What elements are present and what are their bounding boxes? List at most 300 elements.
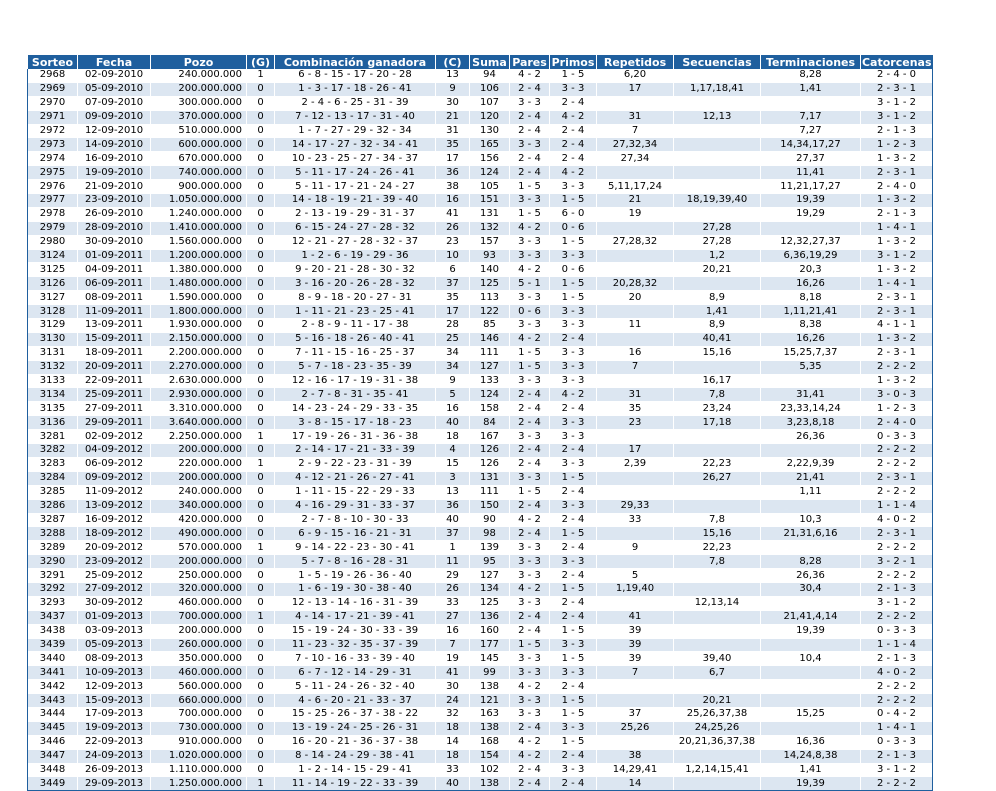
cell-secuencias[interactable]	[674, 360, 761, 374]
cell-pares[interactable]: 2 - 4	[510, 499, 550, 513]
cell-primos[interactable]: 6 - 0	[550, 207, 597, 221]
cell-repetidos[interactable]: 27,28,32	[597, 235, 674, 249]
cell-pares[interactable]: 0 - 6	[510, 305, 550, 319]
table-row[interactable]	[28, 541, 933, 555]
cell-pozo[interactable]: 240.000.000	[151, 485, 247, 499]
cell-catorcenas[interactable]: 3 - 2 - 1	[861, 555, 933, 569]
cell-g[interactable]: 1	[247, 457, 275, 471]
cell-pozo[interactable]: 510.000.000	[151, 124, 247, 138]
cell-primos[interactable]: 4 - 2	[550, 388, 597, 402]
cell-repetidos[interactable]: 14	[597, 777, 674, 791]
cell-pozo[interactable]: 2.150.000.000	[151, 332, 247, 346]
cell-pares[interactable]: 5 - 1	[510, 277, 550, 291]
cell-g[interactable]: 0	[247, 96, 275, 110]
cell-catorcenas[interactable]: 2 - 2 - 2	[861, 610, 933, 624]
cell-primos[interactable]: 1 - 5	[550, 471, 597, 485]
cell-primos[interactable]: 2 - 4	[550, 332, 597, 346]
cell-c[interactable]: 6	[436, 263, 470, 277]
cell-combinacion[interactable]: 5 - 16 - 18 - 26 - 40 - 41	[275, 332, 436, 346]
cell-g[interactable]: 0	[247, 402, 275, 416]
cell-fecha[interactable]: 21-09-2010	[78, 180, 151, 194]
cell-suma[interactable]: 130	[470, 124, 510, 138]
cell-fecha[interactable]: 12-09-2010	[78, 124, 151, 138]
cell-suma[interactable]: 138	[470, 721, 510, 735]
cell-combinacion[interactable]: 1 - 2 - 6 - 19 - 29 - 36	[275, 249, 436, 263]
column-header-combinacion[interactable]: Combinación ganadora	[275, 55, 436, 69]
cell-combinacion[interactable]: 2 - 7 - 8 - 31 - 35 - 41	[275, 388, 436, 402]
cell-g[interactable]: 0	[247, 152, 275, 166]
cell-catorcenas[interactable]: 1 - 3 - 2	[861, 374, 933, 388]
cell-pozo[interactable]: 460.000.000	[151, 666, 247, 680]
cell-repetidos[interactable]: 38	[597, 749, 674, 763]
cell-pares[interactable]: 4 - 2	[510, 735, 550, 749]
cell-pozo[interactable]: 3.310.000.000	[151, 402, 247, 416]
cell-g[interactable]: 0	[247, 735, 275, 749]
cell-combinacion[interactable]: 11 - 23 - 32 - 35 - 37 - 39	[275, 638, 436, 652]
cell-g[interactable]: 1	[247, 541, 275, 555]
cell-repetidos[interactable]	[597, 471, 674, 485]
table-row[interactable]	[28, 221, 933, 235]
cell-c[interactable]: 36	[436, 166, 470, 180]
cell-sorteo[interactable]: 3126	[28, 277, 78, 291]
cell-fecha[interactable]: 30-09-2012	[78, 596, 151, 610]
cell-pares[interactable]: 2 - 4	[510, 777, 550, 791]
cell-combinacion[interactable]: 6 - 15 - 24 - 27 - 28 - 32	[275, 221, 436, 235]
cell-terminaciones[interactable]: 19,39	[761, 194, 861, 208]
column-header-sorteo[interactable]: Sorteo	[28, 55, 78, 69]
cell-g[interactable]: 0	[247, 360, 275, 374]
cell-pozo[interactable]: 200.000.000	[151, 555, 247, 569]
cell-g[interactable]: 1	[247, 430, 275, 444]
table-row[interactable]	[28, 235, 933, 249]
cell-primos[interactable]: 1 - 5	[550, 694, 597, 708]
cell-c[interactable]: 36	[436, 499, 470, 513]
cell-pares[interactable]: 4 - 2	[510, 513, 550, 527]
cell-pares[interactable]: 2 - 4	[510, 527, 550, 541]
cell-primos[interactable]: 2 - 4	[550, 569, 597, 583]
cell-primos[interactable]: 2 - 4	[550, 96, 597, 110]
cell-c[interactable]: 37	[436, 527, 470, 541]
table-row[interactable]	[28, 471, 933, 485]
cell-pares[interactable]: 3 - 3	[510, 569, 550, 583]
cell-pares[interactable]: 3 - 3	[510, 666, 550, 680]
cell-suma[interactable]: 151	[470, 194, 510, 208]
cell-suma[interactable]: 177	[470, 638, 510, 652]
cell-terminaciones[interactable]: 8,18	[761, 291, 861, 305]
cell-combinacion[interactable]: 4 - 6 - 20 - 21 - 33 - 37	[275, 694, 436, 708]
cell-suma[interactable]: 113	[470, 291, 510, 305]
cell-g[interactable]: 0	[247, 388, 275, 402]
cell-catorcenas[interactable]: 2 - 2 - 2	[861, 680, 933, 694]
cell-combinacion[interactable]: 8 - 14 - 24 - 29 - 38 - 41	[275, 749, 436, 763]
cell-secuencias[interactable]	[674, 166, 761, 180]
cell-suma[interactable]: 136	[470, 610, 510, 624]
cell-sorteo[interactable]: 3127	[28, 291, 78, 305]
cell-c[interactable]: 18	[436, 430, 470, 444]
cell-fecha[interactable]: 10-09-2013	[78, 666, 151, 680]
cell-fecha[interactable]: 25-09-2012	[78, 569, 151, 583]
cell-secuencias[interactable]: 1,41	[674, 305, 761, 319]
cell-secuencias[interactable]: 12,13	[674, 110, 761, 124]
cell-suma[interactable]: 154	[470, 749, 510, 763]
cell-terminaciones[interactable]: 1,11	[761, 485, 861, 499]
cell-secuencias[interactable]: 22,23	[674, 541, 761, 555]
cell-pares[interactable]: 2 - 4	[510, 763, 550, 777]
cell-sorteo[interactable]: 3447	[28, 749, 78, 763]
cell-g[interactable]: 0	[247, 374, 275, 388]
cell-repetidos[interactable]: 23	[597, 416, 674, 430]
cell-pozo[interactable]: 420.000.000	[151, 513, 247, 527]
cell-pares[interactable]: 2 - 4	[510, 444, 550, 458]
cell-repetidos[interactable]	[597, 96, 674, 110]
cell-catorcenas[interactable]: 1 - 2 - 3	[861, 138, 933, 152]
cell-suma[interactable]: 127	[470, 360, 510, 374]
cell-repetidos[interactable]: 14,29,41	[597, 763, 674, 777]
cell-suma[interactable]: 157	[470, 235, 510, 249]
table-row[interactable]	[28, 582, 933, 596]
cell-c[interactable]: 38	[436, 180, 470, 194]
cell-repetidos[interactable]: 2,39	[597, 457, 674, 471]
cell-terminaciones[interactable]: 5,35	[761, 360, 861, 374]
cell-c[interactable]: 37	[436, 277, 470, 291]
cell-catorcenas[interactable]: 3 - 0 - 3	[861, 388, 933, 402]
cell-fecha[interactable]: 01-09-2011	[78, 249, 151, 263]
cell-pozo[interactable]: 1.110.000.000	[151, 763, 247, 777]
cell-secuencias[interactable]: 8,9	[674, 291, 761, 305]
cell-sorteo[interactable]: 3443	[28, 694, 78, 708]
cell-catorcenas[interactable]: 2 - 3 - 1	[861, 166, 933, 180]
cell-c[interactable]: 17	[436, 305, 470, 319]
table-row[interactable]	[28, 207, 933, 221]
cell-primos[interactable]: 2 - 4	[550, 124, 597, 138]
cell-pozo[interactable]: 200.000.000	[151, 471, 247, 485]
cell-terminaciones[interactable]: 26,36	[761, 430, 861, 444]
cell-secuencias[interactable]: 15,16	[674, 346, 761, 360]
cell-g[interactable]: 0	[247, 596, 275, 610]
cell-combinacion[interactable]: 15 - 25 - 26 - 37 - 38 - 22	[275, 707, 436, 721]
column-header-c[interactable]: (C)	[436, 55, 470, 69]
cell-terminaciones[interactable]	[761, 96, 861, 110]
table-row[interactable]	[28, 569, 933, 583]
cell-g[interactable]: 0	[247, 652, 275, 666]
cell-fecha[interactable]: 19-09-2010	[78, 166, 151, 180]
table-row[interactable]	[28, 416, 933, 430]
cell-c[interactable]: 26	[436, 221, 470, 235]
cell-suma[interactable]: 111	[470, 346, 510, 360]
cell-sorteo[interactable]: 3285	[28, 485, 78, 499]
cell-c[interactable]: 5	[436, 388, 470, 402]
cell-c[interactable]: 17	[436, 152, 470, 166]
cell-sorteo[interactable]: 3291	[28, 569, 78, 583]
cell-fecha[interactable]: 29-09-2013	[78, 777, 151, 791]
table-row[interactable]	[28, 69, 933, 82]
cell-terminaciones[interactable]: 21,31,6,16	[761, 527, 861, 541]
table-row[interactable]	[28, 707, 933, 721]
cell-pares[interactable]: 4 - 2	[510, 582, 550, 596]
table-row[interactable]	[28, 291, 933, 305]
cell-pozo[interactable]: 1.560.000.000	[151, 235, 247, 249]
cell-secuencias[interactable]: 12,13,14	[674, 596, 761, 610]
cell-repetidos[interactable]	[597, 166, 674, 180]
cell-g[interactable]: 0	[247, 346, 275, 360]
cell-secuencias[interactable]	[674, 69, 761, 82]
cell-catorcenas[interactable]: 3 - 1 - 2	[861, 96, 933, 110]
cell-pozo[interactable]: 600.000.000	[151, 138, 247, 152]
cell-secuencias[interactable]: 27,28	[674, 235, 761, 249]
table-row[interactable]	[28, 652, 933, 666]
cell-sorteo[interactable]: 3287	[28, 513, 78, 527]
cell-pozo[interactable]: 350.000.000	[151, 652, 247, 666]
cell-fecha[interactable]: 04-09-2011	[78, 263, 151, 277]
cell-repetidos[interactable]: 25,26	[597, 721, 674, 735]
cell-secuencias[interactable]	[674, 430, 761, 444]
table-row[interactable]	[28, 249, 933, 263]
cell-terminaciones[interactable]: 16,26	[761, 332, 861, 346]
table-row[interactable]	[28, 624, 933, 638]
cell-c[interactable]: 18	[436, 721, 470, 735]
cell-g[interactable]: 0	[247, 263, 275, 277]
cell-suma[interactable]: 107	[470, 96, 510, 110]
cell-pares[interactable]: 2 - 4	[510, 166, 550, 180]
table-row[interactable]	[28, 444, 933, 458]
cell-secuencias[interactable]: 23,24	[674, 402, 761, 416]
cell-c[interactable]: 24	[436, 694, 470, 708]
cell-combinacion[interactable]: 12 - 13 - 14 - 16 - 31 - 39	[275, 596, 436, 610]
cell-g[interactable]: 0	[247, 194, 275, 208]
cell-primos[interactable]: 1 - 5	[550, 194, 597, 208]
table-row[interactable]	[28, 263, 933, 277]
cell-c[interactable]: 35	[436, 138, 470, 152]
cell-secuencias[interactable]	[674, 777, 761, 791]
cell-pozo[interactable]: 250.000.000	[151, 569, 247, 583]
cell-pozo[interactable]: 1.480.000.000	[151, 277, 247, 291]
table-row[interactable]	[28, 763, 933, 777]
cell-pozo[interactable]: 1.240.000.000	[151, 207, 247, 221]
cell-primos[interactable]: 0 - 6	[550, 263, 597, 277]
cell-combinacion[interactable]: 5 - 11 - 24 - 26 - 32 - 40	[275, 680, 436, 694]
cell-repetidos[interactable]: 37	[597, 707, 674, 721]
cell-g[interactable]: 0	[247, 471, 275, 485]
cell-pares[interactable]: 2 - 4	[510, 388, 550, 402]
cell-pares[interactable]: 2 - 4	[510, 110, 550, 124]
cell-suma[interactable]: 98	[470, 527, 510, 541]
cell-secuencias[interactable]: 18,19,39,40	[674, 194, 761, 208]
cell-pozo[interactable]: 220.000.000	[151, 457, 247, 471]
cell-suma[interactable]: 125	[470, 596, 510, 610]
cell-g[interactable]: 0	[247, 763, 275, 777]
cell-c[interactable]: 16	[436, 194, 470, 208]
cell-pozo[interactable]: 740.000.000	[151, 166, 247, 180]
cell-suma[interactable]: 138	[470, 680, 510, 694]
cell-g[interactable]: 0	[247, 582, 275, 596]
table-row[interactable]	[28, 305, 933, 319]
cell-catorcenas[interactable]: 1 - 1 - 4	[861, 499, 933, 513]
cell-combinacion[interactable]: 1 - 7 - 27 - 29 - 32 - 34	[275, 124, 436, 138]
cell-secuencias[interactable]: 7,8	[674, 513, 761, 527]
cell-g[interactable]: 0	[247, 513, 275, 527]
cell-combinacion[interactable]: 1 - 6 - 19 - 30 - 38 - 40	[275, 582, 436, 596]
table-row[interactable]	[28, 430, 933, 444]
cell-pozo[interactable]: 1.200.000.000	[151, 249, 247, 263]
cell-terminaciones[interactable]: 19,39	[761, 777, 861, 791]
cell-pozo[interactable]: 2.930.000.000	[151, 388, 247, 402]
cell-repetidos[interactable]	[597, 596, 674, 610]
cell-pozo[interactable]: 370.000.000	[151, 110, 247, 124]
cell-combinacion[interactable]: 7 - 11 - 15 - 16 - 25 - 37	[275, 346, 436, 360]
cell-repetidos[interactable]: 11	[597, 319, 674, 333]
cell-pozo[interactable]: 560.000.000	[151, 680, 247, 694]
cell-pares[interactable]: 2 - 4	[510, 610, 550, 624]
cell-pares[interactable]: 4 - 2	[510, 680, 550, 694]
cell-suma[interactable]: 111	[470, 485, 510, 499]
cell-g[interactable]: 0	[247, 249, 275, 263]
cell-sorteo[interactable]: 3281	[28, 430, 78, 444]
cell-suma[interactable]: 84	[470, 416, 510, 430]
cell-primos[interactable]: 3 - 3	[550, 180, 597, 194]
cell-terminaciones[interactable]: 1,41	[761, 82, 861, 96]
cell-suma[interactable]: 140	[470, 263, 510, 277]
cell-pares[interactable]: 1 - 5	[510, 207, 550, 221]
cell-suma[interactable]: 158	[470, 402, 510, 416]
cell-repetidos[interactable]	[597, 249, 674, 263]
cell-catorcenas[interactable]: 0 - 3 - 3	[861, 624, 933, 638]
cell-repetidos[interactable]	[597, 485, 674, 499]
cell-terminaciones[interactable]: 14,24,8,38	[761, 749, 861, 763]
cell-fecha[interactable]: 22-09-2011	[78, 374, 151, 388]
cell-suma[interactable]: 165	[470, 138, 510, 152]
cell-secuencias[interactable]	[674, 207, 761, 221]
cell-catorcenas[interactable]: 1 - 4 - 1	[861, 277, 933, 291]
cell-sorteo[interactable]: 3133	[28, 374, 78, 388]
cell-pozo[interactable]: 2.630.000.000	[151, 374, 247, 388]
cell-c[interactable]: 9	[436, 82, 470, 96]
cell-repetidos[interactable]	[597, 694, 674, 708]
cell-suma[interactable]: 122	[470, 305, 510, 319]
cell-repetidos[interactable]: 17	[597, 82, 674, 96]
cell-fecha[interactable]: 27-09-2011	[78, 402, 151, 416]
cell-fecha[interactable]: 05-09-2013	[78, 638, 151, 652]
cell-suma[interactable]: 145	[470, 652, 510, 666]
cell-secuencias[interactable]: 1,17,18,41	[674, 82, 761, 96]
cell-g[interactable]: 0	[247, 221, 275, 235]
cell-combinacion[interactable]: 2 - 7 - 8 - 10 - 30 - 33	[275, 513, 436, 527]
cell-primos[interactable]: 0 - 6	[550, 221, 597, 235]
cell-g[interactable]: 0	[247, 569, 275, 583]
cell-suma[interactable]: 102	[470, 763, 510, 777]
cell-combinacion[interactable]: 6 - 9 - 15 - 16 - 21 - 31	[275, 527, 436, 541]
cell-g[interactable]: 0	[247, 527, 275, 541]
cell-suma[interactable]: 163	[470, 707, 510, 721]
cell-repetidos[interactable]	[597, 263, 674, 277]
cell-suma[interactable]: 133	[470, 374, 510, 388]
cell-catorcenas[interactable]: 1 - 3 - 2	[861, 194, 933, 208]
cell-fecha[interactable]: 23-09-2012	[78, 555, 151, 569]
cell-repetidos[interactable]	[597, 374, 674, 388]
cell-pozo[interactable]: 200.000.000	[151, 82, 247, 96]
cell-catorcenas[interactable]: 1 - 3 - 2	[861, 235, 933, 249]
cell-terminaciones[interactable]	[761, 374, 861, 388]
cell-primos[interactable]: 3 - 3	[550, 499, 597, 513]
table-row[interactable]	[28, 610, 933, 624]
cell-combinacion[interactable]: 5 - 11 - 17 - 21 - 24 - 27	[275, 180, 436, 194]
cell-catorcenas[interactable]: 3 - 1 - 2	[861, 763, 933, 777]
cell-catorcenas[interactable]: 2 - 4 - 0	[861, 69, 933, 82]
cell-suma[interactable]: 125	[470, 277, 510, 291]
cell-primos[interactable]: 3 - 3	[550, 346, 597, 360]
table-row[interactable]	[28, 319, 933, 333]
cell-fecha[interactable]: 13-09-2012	[78, 499, 151, 513]
cell-c[interactable]: 29	[436, 569, 470, 583]
cell-sorteo[interactable]: 3439	[28, 638, 78, 652]
cell-g[interactable]: 0	[247, 207, 275, 221]
column-header-primos[interactable]: Primos	[550, 55, 597, 69]
cell-suma[interactable]: 124	[470, 388, 510, 402]
cell-pozo[interactable]: 1.050.000.000	[151, 194, 247, 208]
cell-fecha[interactable]: 14-09-2010	[78, 138, 151, 152]
cell-combinacion[interactable]: 1 - 3 - 17 - 18 - 26 - 41	[275, 82, 436, 96]
cell-catorcenas[interactable]: 4 - 1 - 1	[861, 319, 933, 333]
cell-terminaciones[interactable]: 19,29	[761, 207, 861, 221]
cell-pozo[interactable]: 1.800.000.000	[151, 305, 247, 319]
cell-catorcenas[interactable]: 2 - 4 - 0	[861, 180, 933, 194]
table-row[interactable]	[28, 596, 933, 610]
cell-pares[interactable]: 4 - 2	[510, 749, 550, 763]
cell-sorteo[interactable]: 3132	[28, 360, 78, 374]
cell-terminaciones[interactable]: 16,36	[761, 735, 861, 749]
cell-sorteo[interactable]: 2973	[28, 138, 78, 152]
cell-repetidos[interactable]: 35	[597, 402, 674, 416]
cell-terminaciones[interactable]: 1,41	[761, 763, 861, 777]
cell-c[interactable]: 1	[436, 541, 470, 555]
cell-catorcenas[interactable]: 2 - 3 - 1	[861, 471, 933, 485]
cell-pozo[interactable]: 570.000.000	[151, 541, 247, 555]
cell-primos[interactable]: 3 - 3	[550, 555, 597, 569]
cell-fecha[interactable]: 02-09-2012	[78, 430, 151, 444]
cell-suma[interactable]: 168	[470, 735, 510, 749]
cell-catorcenas[interactable]: 2 - 2 - 2	[861, 457, 933, 471]
cell-terminaciones[interactable]	[761, 666, 861, 680]
cell-sorteo[interactable]: 2968	[28, 69, 78, 82]
cell-fecha[interactable]: 07-09-2010	[78, 96, 151, 110]
cell-g[interactable]: 0	[247, 277, 275, 291]
table-row[interactable]	[28, 527, 933, 541]
cell-terminaciones[interactable]: 14,34,17,27	[761, 138, 861, 152]
cell-primos[interactable]: 3 - 3	[550, 666, 597, 680]
cell-terminaciones[interactable]: 11,41	[761, 166, 861, 180]
cell-catorcenas[interactable]: 2 - 1 - 3	[861, 124, 933, 138]
cell-sorteo[interactable]: 3131	[28, 346, 78, 360]
table-row[interactable]	[28, 346, 933, 360]
cell-terminaciones[interactable]: 31,41	[761, 388, 861, 402]
cell-secuencias[interactable]	[674, 624, 761, 638]
cell-primos[interactable]: 2 - 4	[550, 138, 597, 152]
cell-combinacion[interactable]: 7 - 12 - 13 - 17 - 31 - 40	[275, 110, 436, 124]
cell-secuencias[interactable]	[674, 499, 761, 513]
cell-catorcenas[interactable]: 1 - 3 - 2	[861, 332, 933, 346]
cell-primos[interactable]: 3 - 3	[550, 82, 597, 96]
cell-pozo[interactable]: 1.590.000.000	[151, 291, 247, 305]
cell-secuencias[interactable]: 7,8	[674, 388, 761, 402]
cell-sorteo[interactable]: 3290	[28, 555, 78, 569]
cell-g[interactable]: 0	[247, 707, 275, 721]
cell-sorteo[interactable]: 2971	[28, 110, 78, 124]
table-row[interactable]	[28, 638, 933, 652]
cell-repetidos[interactable]: 41	[597, 610, 674, 624]
cell-sorteo[interactable]: 3125	[28, 263, 78, 277]
cell-pares[interactable]: 3 - 3	[510, 707, 550, 721]
cell-primos[interactable]: 2 - 4	[550, 513, 597, 527]
cell-secuencias[interactable]: 16,17	[674, 374, 761, 388]
